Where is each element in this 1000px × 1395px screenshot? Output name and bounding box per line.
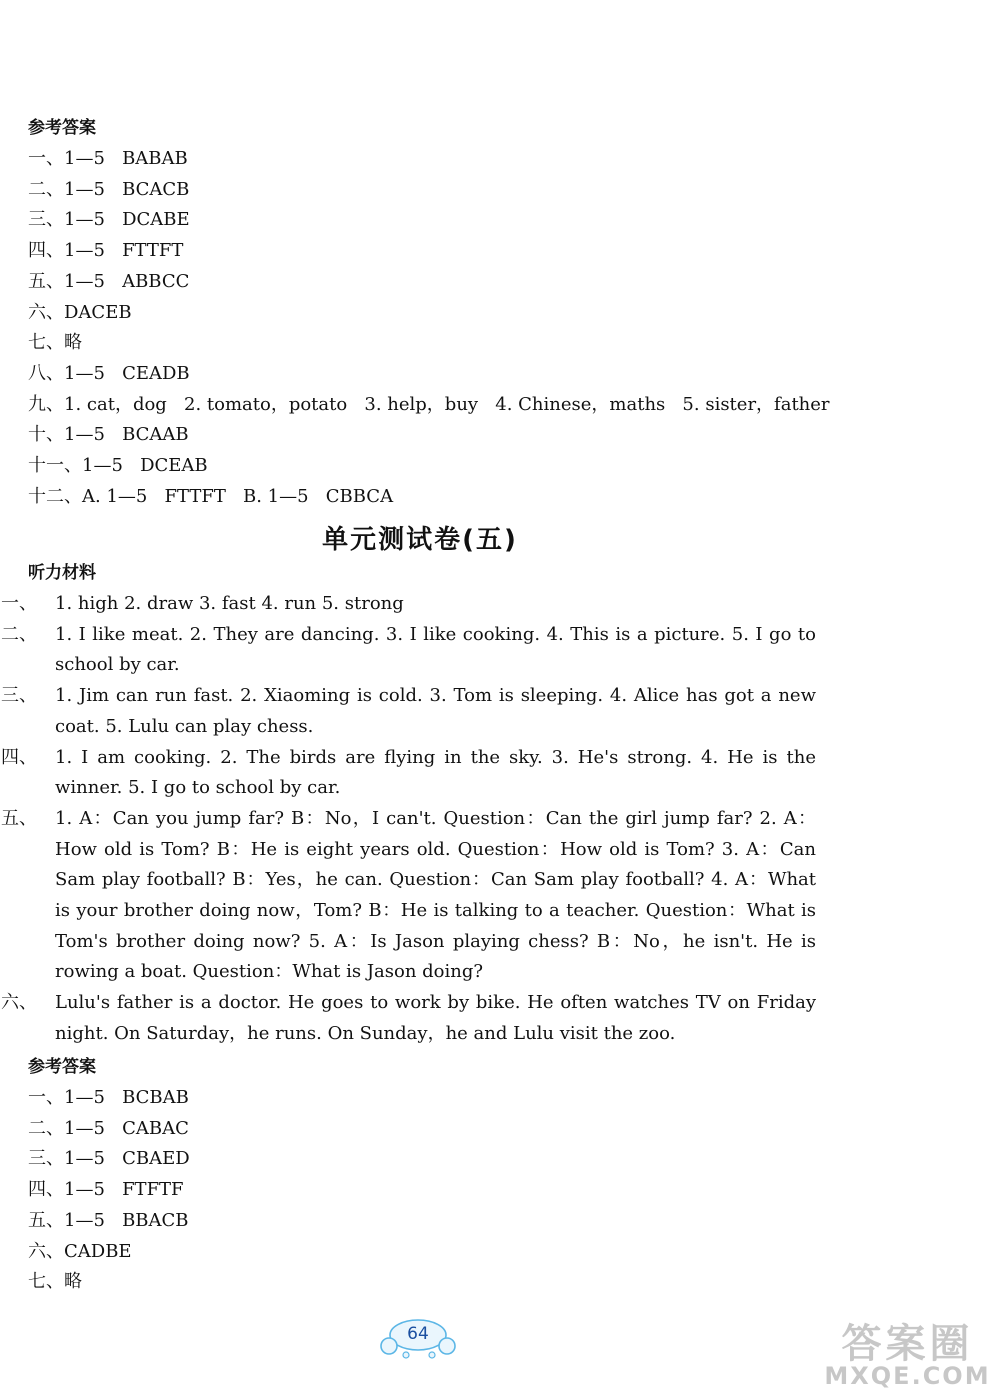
- answer-line: 十一、1—5 DCEAB: [28, 455, 208, 477]
- answer-line: 二、1—5 CABAC: [28, 1117, 189, 1139]
- listening-item: 六、 Lulu's father is a doctor. He goes to work by bike. He often watches TV on Friday night. On Saturday，he runs. On Sunday，he and Lulu visit the zoo.: [1, 992, 816, 1044]
- answer-line: 六、CADBE: [28, 1240, 132, 1262]
- answer-line: 九、1. cat，dog 2. tomato，potato 3. help，buy 4. Chinese，maths 5. sister，father: [28, 393, 830, 415]
- page-number-text: 64: [407, 1324, 429, 1344]
- listening-item: 三、 1. Jim can run fast. 2. Xiaoming is cold. 3. Tom is sleeping. 4. Alice has got a new coat. 5. Lulu can play chess.: [1, 685, 816, 737]
- answer-line: 六、DACEB: [28, 301, 132, 323]
- listening-item: 五、 1. A：Can you jump far? B：No，I can't. Question：Can the girl jump far? 2. A：How old is Tom? B：He is eight years old. Question：How old is Tom? 3. A：Can Sam play football? B：Yes，he can. Question：Can Sam play football? 4. A：What is your brother doing now，Tom? B：He is talking to a teacher. Question：What is Tom's brother doing now? 5. A：Is Jason playing chess? B：No，he isn't. He is rowing a boat. Question：What is Jason doing?: [1, 807, 816, 983]
- answer-line: 三、1—5 CBAED: [28, 1148, 190, 1170]
- answer-line: 一、1—5 BABAB: [28, 148, 188, 169]
- answer-line: 四、1—5 FTFTF: [28, 1179, 184, 1201]
- unit-test-title: 单元测试卷(五): [322, 525, 518, 555]
- listening-section: [1, 558, 816, 1050]
- listening-item: 二、 1. I like meat. 2. They are dancing. 3. I like cooking. 4. This is a picture. 5. I go to school by car.: [1, 623, 816, 676]
- answers-section-1: [28, 113, 828, 512]
- answer-line: 一、1—5 BCBAB: [28, 1087, 189, 1108]
- answers-section-2: [28, 1052, 828, 1298]
- page-number: [378, 1315, 458, 1361]
- answer-line: 五、1—5 ABBCC: [28, 270, 190, 292]
- watermark-text: 答案圈: [841, 1321, 974, 1367]
- watermark-logo: [820, 1312, 995, 1392]
- answers-heading: 参考答案: [28, 1057, 96, 1077]
- answer-line: 八、1—5 CEADB: [28, 362, 190, 384]
- listening-item: 四、 1. I am cooking. 2. The birds are flying in the sky. 3. He's strong. 4. He is the winner. 5. I go to school by car.: [1, 746, 816, 799]
- listening-heading: 听力材料: [28, 563, 96, 583]
- answer-line: 十二、A. 1—5 FTTFT B. 1—5 CBBCA: [28, 485, 394, 507]
- answer-line: 五、1—5 BBACB: [28, 1209, 189, 1231]
- watermark-url: MXQE.COM: [824, 1362, 991, 1390]
- answer-line: 十、1—5 BCAAB: [28, 424, 189, 446]
- answer-line: 四、1—5 FTTFT: [28, 240, 184, 262]
- answer-line: 七、略: [28, 332, 82, 354]
- answers-heading: 参考答案: [28, 118, 96, 138]
- answer-line: 三、1—5 DCABE: [28, 209, 190, 231]
- answer-line: 二、1—5 BCACB: [28, 178, 190, 200]
- answer-line: 七、略: [28, 1271, 82, 1293]
- listening-item: 一、 1. high 2. draw 3. fast 4. run 5. strong: [1, 593, 404, 614]
